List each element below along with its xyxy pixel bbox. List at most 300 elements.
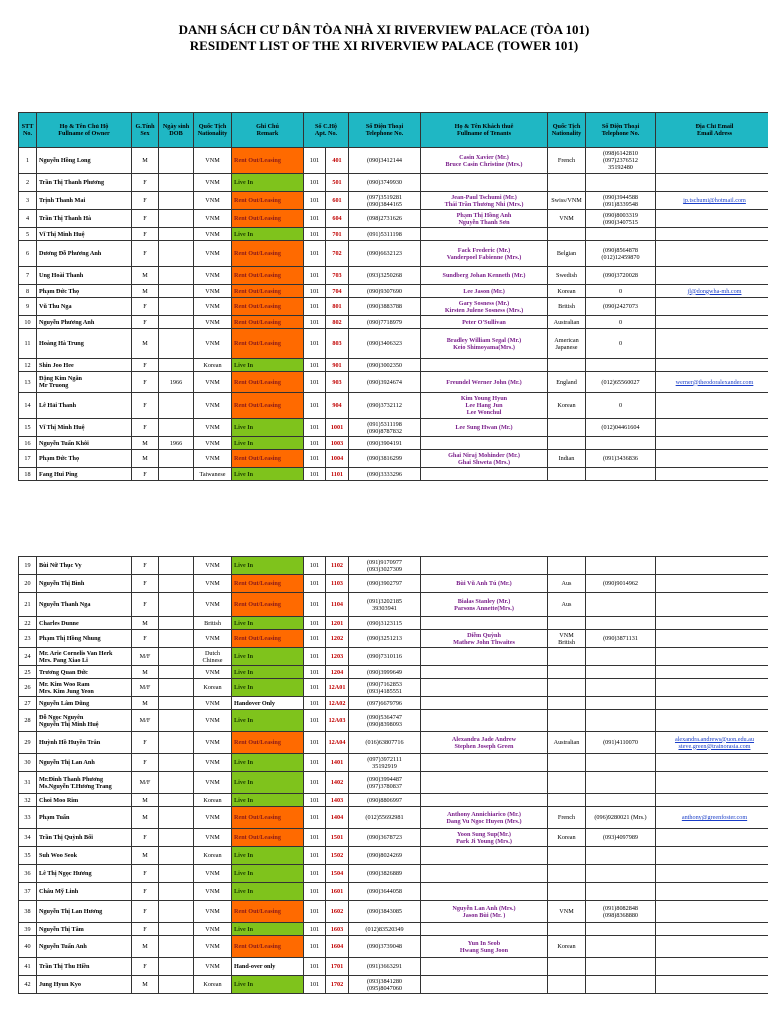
stt-cell: 34 (19, 829, 37, 847)
remark-cell: Hand-over only (232, 958, 304, 976)
dob-cell: 1966 (159, 437, 194, 450)
remark-cell: Live In (232, 710, 304, 732)
tenant-telephone-cell: (091)3436836 (586, 450, 656, 468)
resident-row (19, 285, 768, 298)
col-email-header: Địa Chỉ Email Email Adress (656, 113, 768, 148)
email-cell (656, 697, 768, 710)
remark-cell: Live In (232, 679, 304, 697)
sex-cell: M/F (132, 772, 159, 794)
tenant-telephone-cell (586, 883, 656, 901)
stt-cell: 8 (19, 285, 37, 298)
tenant-nationality-cell (548, 976, 586, 994)
tenant-telephone-cell (586, 679, 656, 697)
resident-row (19, 958, 768, 976)
email-cell (656, 450, 768, 468)
owner-name-cell: Vĩ Thị Minh Huệ (37, 228, 132, 241)
resident-row (19, 630, 768, 648)
remark-cell: Live In (232, 359, 304, 372)
remark-cell: Rent Out/Leasing (232, 329, 304, 359)
sex-cell: F (132, 241, 159, 267)
telephone-cell: (093)3841280 (095)8047060 (349, 976, 421, 994)
email-cell (656, 958, 768, 976)
email-cell (656, 865, 768, 883)
email-cell (656, 923, 768, 936)
tower-cell: 101 (304, 575, 326, 593)
nationality-cell: VNM (194, 192, 232, 210)
owner-name-cell: Choi Moo Rim (37, 794, 132, 807)
email-cell (656, 829, 768, 847)
tower-cell: 101 (304, 807, 326, 829)
email-cell[interactable]: alexandra.andrews@uon.edu.au steve.green@trainorasia.com (656, 732, 768, 754)
remark-cell: Rent Out/Leasing (232, 316, 304, 329)
sex-cell: F (132, 732, 159, 754)
tenant-nationality-cell: Swedish (548, 267, 586, 285)
stt-cell: 15 (19, 419, 37, 437)
sex-cell: F (132, 228, 159, 241)
dob-cell (159, 772, 194, 794)
remark-cell: Rent Out/Leasing (232, 285, 304, 298)
email-cell (656, 241, 768, 267)
dob-cell (159, 285, 194, 298)
sex-cell: M (132, 450, 159, 468)
telephone-cell: (098)2731626 (349, 210, 421, 228)
dob-cell (159, 794, 194, 807)
tenant-telephone-cell: (090)3720028 (586, 267, 656, 285)
tenant-nationality-cell (548, 697, 586, 710)
remark-cell: Live In (232, 772, 304, 794)
resident-row (19, 359, 768, 372)
stt-cell: 39 (19, 923, 37, 936)
apt-no-cell: 702 (326, 241, 349, 267)
dob-cell (159, 174, 194, 192)
tenant-nationality-cell: French (548, 807, 586, 829)
stt-cell: 22 (19, 617, 37, 630)
stt-cell: 14 (19, 393, 37, 419)
tower-cell: 101 (304, 419, 326, 437)
nationality-cell: VNM (194, 666, 232, 679)
remark-cell: Rent Out/Leasing (232, 829, 304, 847)
stt-cell: 33 (19, 807, 37, 829)
owner-name-cell: Trần Thị Thu Hiền (37, 958, 132, 976)
tenant-telephone-cell (586, 648, 656, 666)
remark-cell: Live In (232, 468, 304, 481)
nationality-cell: VNM (194, 807, 232, 829)
stt-cell: 9 (19, 298, 37, 316)
stt-cell: 29 (19, 732, 37, 754)
nationality-cell: VNM (194, 754, 232, 772)
telephone-cell: (090)3412144 (349, 148, 421, 174)
email-cell (656, 754, 768, 772)
tenant-telephone-cell: 0 (586, 329, 656, 359)
tenant-nationality-cell: Korean (548, 936, 586, 958)
email-cell[interactable]: werner@theodoralexander.com (656, 372, 768, 393)
resident-row (19, 666, 768, 679)
apt-no-cell: 604 (326, 210, 349, 228)
apt-no-cell: 801 (326, 298, 349, 316)
owner-name-cell: Đặng Kim Ngân Mr Truong (37, 372, 132, 393)
tenant-name-cell: Fack Frederic (Mr.) Vanderpoel Fabienne (Mrs.) (421, 241, 548, 267)
sex-cell: F (132, 865, 159, 883)
tenant-name-cell (421, 976, 548, 994)
tower-cell: 101 (304, 697, 326, 710)
dob-cell (159, 329, 194, 359)
tenant-name-cell: Jean-Paul Tschumi (Mr.) Thái Trần Thương Nhi (Mrs.) (421, 192, 548, 210)
telephone-cell: (090)5364747 (090)8398093 (349, 710, 421, 732)
nationality-cell: VNM (194, 923, 232, 936)
remark-cell: Live In (232, 174, 304, 192)
tenant-name-cell (421, 710, 548, 732)
owner-name-cell: Suh Woo Seok (37, 847, 132, 865)
tower-cell: 101 (304, 829, 326, 847)
email-cell[interactable]: jp.tschumi@hotmail.com (656, 192, 768, 210)
nationality-cell: VNM (194, 732, 232, 754)
sex-cell: M (132, 847, 159, 865)
dob-cell (159, 666, 194, 679)
stt-cell: 5 (19, 228, 37, 241)
apt-no-cell: 1001 (326, 419, 349, 437)
sex-cell: M (132, 697, 159, 710)
col-tenant-name-header: Họ & Tên Khách thuê Fullname of Tenants (421, 113, 548, 148)
stt-cell: 35 (19, 847, 37, 865)
stt-cell: 21 (19, 593, 37, 617)
sex-cell: M (132, 329, 159, 359)
tenant-nationality-cell (548, 617, 586, 630)
apt-no-cell: 1202 (326, 630, 349, 648)
remark-cell: Rent Out/Leasing (232, 148, 304, 174)
email-cell (656, 419, 768, 437)
tower-cell: 101 (304, 285, 326, 298)
sex-cell: F (132, 419, 159, 437)
owner-name-cell: Lê Hải Thanh (37, 393, 132, 419)
dob-cell (159, 976, 194, 994)
apt-no-cell: 1603 (326, 923, 349, 936)
tower-cell: 101 (304, 617, 326, 630)
resident-row (19, 372, 768, 393)
email-cell (656, 936, 768, 958)
tenant-telephone-cell (586, 437, 656, 450)
nationality-cell: VNM (194, 228, 232, 241)
tenant-nationality-cell (548, 557, 586, 575)
apt-no-cell: 1501 (326, 829, 349, 847)
tenant-name-cell: Diễm Quỳnh Mathew John Thwaites (421, 630, 548, 648)
dob-cell (159, 228, 194, 241)
email-cell (656, 557, 768, 575)
tenant-telephone-cell: (090)8003319 (090)3407515 (586, 210, 656, 228)
tower-cell: 101 (304, 437, 326, 450)
sex-cell: F (132, 593, 159, 617)
tenant-name-cell: Peter O'Sullivan (421, 316, 548, 329)
telephone-cell: (091)9170977 (093)3027309 (349, 557, 421, 575)
apt-no-cell: 1701 (326, 958, 349, 976)
email-cell (656, 901, 768, 923)
remark-cell: Live In (232, 883, 304, 901)
tenant-telephone-cell: (090)8564878 (012)12459870 (586, 241, 656, 267)
tower-cell: 101 (304, 958, 326, 976)
owner-name-cell: Hoàng Hà Trung (37, 329, 132, 359)
tenant-telephone-cell (586, 710, 656, 732)
resident-row (19, 648, 768, 666)
tenant-nationality-cell (548, 710, 586, 732)
dob-cell: 1966 (159, 372, 194, 393)
nationality-cell: Taiwanese (194, 468, 232, 481)
resident-row (19, 697, 768, 710)
stt-cell: 2 (19, 174, 37, 192)
nationality-cell: VNM (194, 437, 232, 450)
owner-name-cell: Mr.Đinh Thanh Phương Ms.Nguyễn T.Hương Trang (37, 772, 132, 794)
sex-cell: F (132, 829, 159, 847)
dob-cell (159, 648, 194, 666)
tenant-nationality-cell: VNM (548, 210, 586, 228)
tenant-telephone-cell (586, 666, 656, 679)
remark-cell: Rent Out/Leasing (232, 298, 304, 316)
tenant-nationality-cell (548, 648, 586, 666)
email-cell (656, 883, 768, 901)
dob-cell (159, 617, 194, 630)
apt-no-cell: 1403 (326, 794, 349, 807)
stt-cell: 26 (19, 679, 37, 697)
col-nationality-header: Quốc Tịch Nationality (194, 113, 232, 148)
apt-no-cell: 1402 (326, 772, 349, 794)
tenant-telephone-cell: (090)9014962 (586, 575, 656, 593)
tower-cell: 101 (304, 174, 326, 192)
stt-cell: 4 (19, 210, 37, 228)
tenant-name-cell (421, 697, 548, 710)
apt-no-cell: 1004 (326, 450, 349, 468)
telephone-cell: (090)3902797 (349, 575, 421, 593)
email-cell[interactable]: anthony@greenfoster.com (656, 807, 768, 829)
owner-name-cell: Lê Thị Ngọc Hương (37, 865, 132, 883)
telephone-cell: (090)6632123 (349, 241, 421, 267)
resident-row (19, 593, 768, 617)
nationality-cell: VNM (194, 298, 232, 316)
tenant-name-cell (421, 557, 548, 575)
tenant-name-cell: Gary Sosness (Mr.) Kirsten Julene Sosness (Mrs.) (421, 298, 548, 316)
remark-cell: Handover Only (232, 697, 304, 710)
stt-cell: 23 (19, 630, 37, 648)
tenant-nationality-cell: Korean (548, 829, 586, 847)
col-tenant-nationality-header: Quốc Tịch Nationality (548, 113, 586, 148)
resident-row (19, 617, 768, 630)
nationality-cell: VNM (194, 329, 232, 359)
title-vietnamese: DANH SÁCH CƯ DÂN TÒA NHÀ XI RIVERVIEW PALACE (TÒA 101) (178, 22, 590, 37)
telephone-cell: (090)3678723 (349, 829, 421, 847)
tenant-name-cell: Nguyễn Lan Anh (Mrs.) Jason Bùi (Mr. ) (421, 901, 548, 923)
tenant-nationality-cell (548, 679, 586, 697)
sex-cell: F (132, 468, 159, 481)
email-cell (656, 316, 768, 329)
nationality-cell: VNM (194, 241, 232, 267)
stt-cell: 41 (19, 958, 37, 976)
tower-cell: 101 (304, 557, 326, 575)
resident-row (19, 732, 768, 754)
dob-cell (159, 936, 194, 958)
telephone-cell: (090)3843085 (349, 901, 421, 923)
resident-row (19, 267, 768, 285)
dob-cell (159, 393, 194, 419)
resident-row (19, 316, 768, 329)
dob-cell (159, 710, 194, 732)
sex-cell: M (132, 976, 159, 994)
nationality-cell: VNM (194, 772, 232, 794)
remark-cell: Rent Out/Leasing (232, 630, 304, 648)
tenant-name-cell: Yoon Sung Sup(Mr.) Park Ji Young (Mrs.) (421, 829, 548, 847)
tenant-nationality-cell: American Japanese (548, 329, 586, 359)
resident-row (19, 575, 768, 593)
owner-name-cell: Nguyễn Hồng Long (37, 148, 132, 174)
resident-row (19, 557, 768, 575)
dob-cell (159, 923, 194, 936)
tower-cell: 101 (304, 666, 326, 679)
apt-no-cell: 12A03 (326, 710, 349, 732)
tower-cell: 101 (304, 468, 326, 481)
apt-no-cell: 901 (326, 359, 349, 372)
nationality-cell: VNM (194, 697, 232, 710)
apt-no-cell: 12A01 (326, 679, 349, 697)
dob-cell (159, 829, 194, 847)
owner-name-cell: Dương Đỗ Phương Anh (37, 241, 132, 267)
remark-cell: Rent Out/Leasing (232, 192, 304, 210)
stt-cell: 25 (19, 666, 37, 679)
stt-cell: 20 (19, 575, 37, 593)
tenant-name-cell: Anthony Annichiarico (Mr.) Dang Vu Ngoc Huyen (Mrs.) (421, 807, 548, 829)
sex-cell: F (132, 883, 159, 901)
tenant-name-cell (421, 794, 548, 807)
sex-cell: M (132, 267, 159, 285)
email-cell (656, 847, 768, 865)
telephone-cell: (090)7718979 (349, 316, 421, 329)
tower-cell: 101 (304, 883, 326, 901)
email-cell (656, 648, 768, 666)
dob-cell (159, 419, 194, 437)
tenant-name-cell (421, 679, 548, 697)
owner-name-cell: Nguyễn Lâm Dũng (37, 697, 132, 710)
email-cell (656, 393, 768, 419)
stt-cell: 27 (19, 697, 37, 710)
tenant-name-cell: Bialas Stanley (Mr.) Parsons Annette(Mrs.) (421, 593, 548, 617)
tower-cell: 101 (304, 901, 326, 923)
remark-cell: Rent Out/Leasing (232, 393, 304, 419)
telephone-cell: (097)3519281 (090)3844165 (349, 192, 421, 210)
col-stt-header: STT No. (19, 113, 37, 148)
owner-name-cell: Trần Thị Thanh Hà (37, 210, 132, 228)
stt-cell: 7 (19, 267, 37, 285)
owner-name-cell: Phạm Tuấn (37, 807, 132, 829)
owner-name-cell: Mr. Arie Cornelis Van Herk Mrs. Pang Xiao Li (37, 648, 132, 666)
owner-name-cell: Nguyễn Phương Anh (37, 316, 132, 329)
tenant-telephone-cell: (012)04461604 (586, 419, 656, 437)
tenant-nationality-cell: Korean (548, 393, 586, 419)
telephone-cell: (091)3202185 39303941 (349, 593, 421, 617)
email-cell (656, 174, 768, 192)
owner-name-cell: Charles Dunne (37, 617, 132, 630)
resident-row (19, 923, 768, 936)
tenant-nationality-cell (548, 359, 586, 372)
stt-cell: 16 (19, 437, 37, 450)
tenant-nationality-cell: Australian (548, 316, 586, 329)
owner-name-cell: Phạm Đức Thọ (37, 450, 132, 468)
sex-cell: F (132, 372, 159, 393)
stt-cell: 31 (19, 772, 37, 794)
resident-row (19, 772, 768, 794)
tenant-telephone-cell: (090)3871131 (586, 630, 656, 648)
apt-no-cell: 1103 (326, 575, 349, 593)
tenant-nationality-cell (548, 468, 586, 481)
dob-cell (159, 865, 194, 883)
dob-cell (159, 192, 194, 210)
tenant-nationality-cell (548, 772, 586, 794)
apt-no-cell: 12A04 (326, 732, 349, 754)
email-cell (656, 267, 768, 285)
tower-cell: 101 (304, 393, 326, 419)
apt-no-cell: 704 (326, 285, 349, 298)
resident-table-part1 (18, 112, 768, 481)
email-cell (656, 666, 768, 679)
dob-cell (159, 210, 194, 228)
remark-cell: Live In (232, 437, 304, 450)
tenant-name-cell (421, 666, 548, 679)
tower-cell: 101 (304, 228, 326, 241)
apt-no-cell: 1604 (326, 936, 349, 958)
col-sex-header: G.Tính Sex (132, 113, 159, 148)
tenant-nationality-cell (548, 794, 586, 807)
remark-cell: Rent Out/Leasing (232, 732, 304, 754)
nationality-cell: Korean (194, 976, 232, 994)
telephone-cell: (090)3826889 (349, 865, 421, 883)
tenant-telephone-cell (586, 958, 656, 976)
tenant-name-cell: Freundel Werner John (Mr.) (421, 372, 548, 393)
dob-cell (159, 241, 194, 267)
owner-name-cell: Fang Hui Ping (37, 468, 132, 481)
telephone-cell: (090)3994487 (097)3780837 (349, 772, 421, 794)
dob-cell (159, 883, 194, 901)
tenant-name-cell: Kim Young Hyun Lee Hang Jun Lee Wonchul (421, 393, 548, 419)
resident-row (19, 976, 768, 994)
remark-cell: Rent Out/Leasing (232, 210, 304, 228)
dob-cell (159, 316, 194, 329)
tenant-name-cell: Yun In Seob Hwang Sung Joon (421, 936, 548, 958)
tenant-telephone-cell (586, 936, 656, 958)
nationality-cell: VNM (194, 210, 232, 228)
tenant-name-cell: Casin Xavier (Mr.) Bruce Casin Christine (Mrs.) (421, 148, 548, 174)
nationality-cell: Dutch Chinese (194, 648, 232, 666)
telephone-cell: (016)63807716 (349, 732, 421, 754)
tenant-telephone-cell (586, 557, 656, 575)
sex-cell: F (132, 192, 159, 210)
tenant-telephone-cell: (091)4110070 (586, 732, 656, 754)
sex-cell: F (132, 298, 159, 316)
email-cell[interactable]: jl@dongwha-mh.com (656, 285, 768, 298)
sex-cell: M/F (132, 679, 159, 697)
tenant-name-cell (421, 958, 548, 976)
dob-cell (159, 267, 194, 285)
nationality-cell: VNM (194, 372, 232, 393)
stt-cell: 11 (19, 329, 37, 359)
telephone-cell: (090)8024269 (349, 847, 421, 865)
apt-no-cell: 1104 (326, 593, 349, 617)
tenant-nationality-cell: Aus (548, 575, 586, 593)
owner-name-cell: Phạm Thị Hồng Nhung (37, 630, 132, 648)
remark-cell: Rent Out/Leasing (232, 267, 304, 285)
nationality-cell: VNM (194, 829, 232, 847)
tenant-telephone-cell (586, 923, 656, 936)
resident-row (19, 174, 768, 192)
tenant-nationality-cell: British (548, 298, 586, 316)
resident-table-part2 (18, 556, 768, 994)
tenant-nationality-cell (548, 923, 586, 936)
stt-cell: 32 (19, 794, 37, 807)
telephone-cell: (012)83520349 (349, 923, 421, 936)
resident-row (19, 419, 768, 437)
